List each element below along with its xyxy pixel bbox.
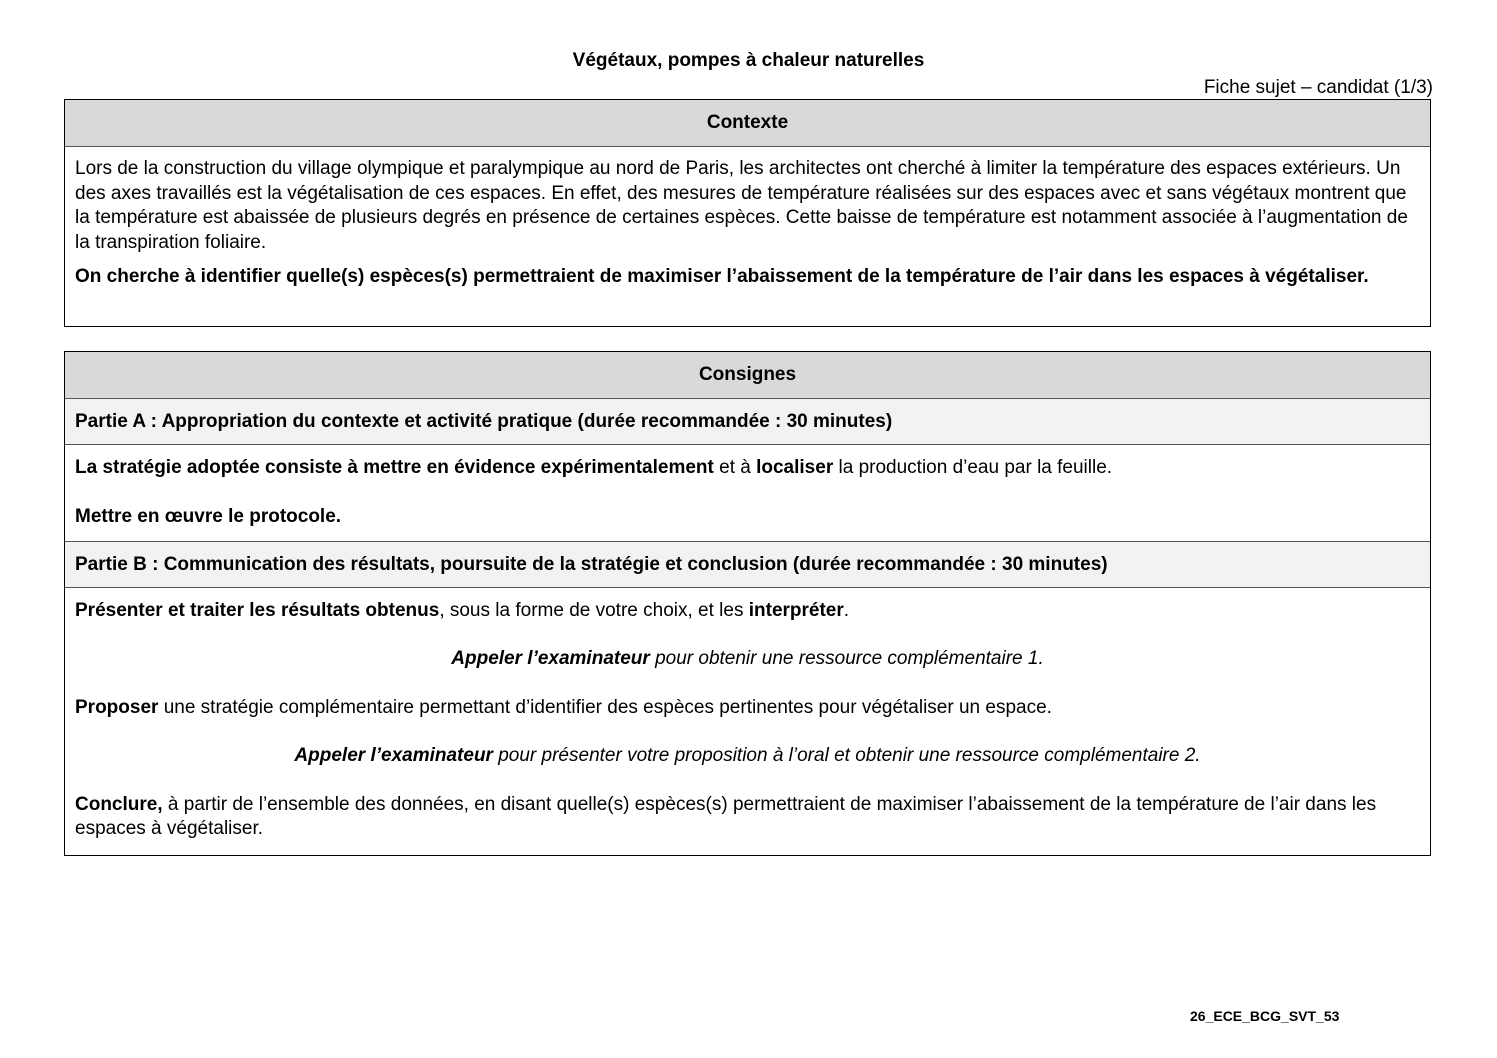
strategy-bold-1: La stratégie adoptée consiste à mettre en évidence expérimentalement — [75, 457, 714, 478]
conclude-bold: Conclure, — [75, 794, 163, 815]
document-code: 26_ECE_BCG_SVT_53 — [1190, 1008, 1340, 1024]
propose-bold: Proposer — [75, 697, 159, 718]
strategy-text-1: et à — [713, 457, 757, 478]
contexte-section — [64, 99, 1431, 327]
contexte-heading: Contexte — [65, 100, 1430, 147]
consignes-heading: Consignes — [65, 352, 1430, 399]
present-text-1: , sous la forme de votre choix, et les — [439, 600, 749, 621]
present-text-2: . — [843, 600, 850, 621]
conclude-line — [75, 768, 1420, 841]
propose-text: une stratégie complémentaire permettant d’identifier des espèces pertinentes pour végétaliser un espace. — [158, 697, 1052, 718]
present-line — [75, 588, 1420, 623]
question-text: On cherche à identifier quelle(s) espèces(s) permettraient de maximiser l’abaissement de la température de l’air dans les espaces à végétaliser. — [75, 266, 1369, 287]
partie-a-body — [65, 445, 1430, 541]
contexte-question — [75, 265, 1420, 290]
contexte-paragraph: Lors de la construction du village olympique et paralympique au nord de Paris, les architectes ont cherché à limiter la température des espaces extérieurs. Un des axes travaillés est la végétalisation de ces espaces. En effet, des mesures de température réalisées sur des espaces avec et sans végétaux montrent que la température est abaissée de plusieurs degrés en présence de certaines espèces. Cette baisse de température est notamment associée à l’augmentation de la transpiration foliaire. — [75, 158, 1408, 253]
call2-bold: Appeler l’examinateur — [294, 745, 493, 766]
partie-b-body — [65, 588, 1430, 841]
call-examiner-2 — [75, 720, 1420, 768]
call2-text: pour présenter votre proposition à l’oral et obtenir une ressource complémentaire 2. — [492, 745, 1201, 766]
conclude-text: à partir de l’ensemble des données, en disant quelle(s) espèces(s) permettraient de maximiser l’abaissement de la température de l’air dans les espaces à végétaliser. — [75, 794, 1377, 839]
strategy-text-2: la production d’eau par la feuille. — [833, 457, 1113, 478]
contexte-body — [65, 147, 1430, 290]
document-title: Végétaux, pompes à chaleur naturelles — [572, 50, 925, 71]
call1-bold: Appeler l’examinateur — [451, 648, 650, 669]
strategy-bold-2: localiser — [756, 457, 834, 478]
fiche-label: Fiche sujet – candidat (1/3) — [1203, 77, 1433, 98]
partie-b-title: Partie B : Communication des résultats, poursuite de la stratégie et conclusion (durée recommandée : 30 minutes) — [65, 541, 1430, 588]
protocol-line — [75, 480, 1420, 529]
call-examiner-1 — [75, 623, 1420, 671]
protocol-text: Mettre en œuvre le protocole. — [75, 506, 342, 527]
present-bold-2: interpréter — [748, 600, 844, 621]
call1-text: pour obtenir une ressource complémentaire 1. — [649, 648, 1044, 669]
strategy-line — [75, 445, 1420, 480]
propose-line — [75, 671, 1420, 720]
present-bold-1: Présenter et traiter les résultats obtenus — [75, 600, 440, 621]
partie-a-title: Partie A : Appropriation du contexte et activité pratique (durée recommandée : 30 minutes) — [65, 399, 1430, 445]
consignes-section — [64, 351, 1431, 856]
